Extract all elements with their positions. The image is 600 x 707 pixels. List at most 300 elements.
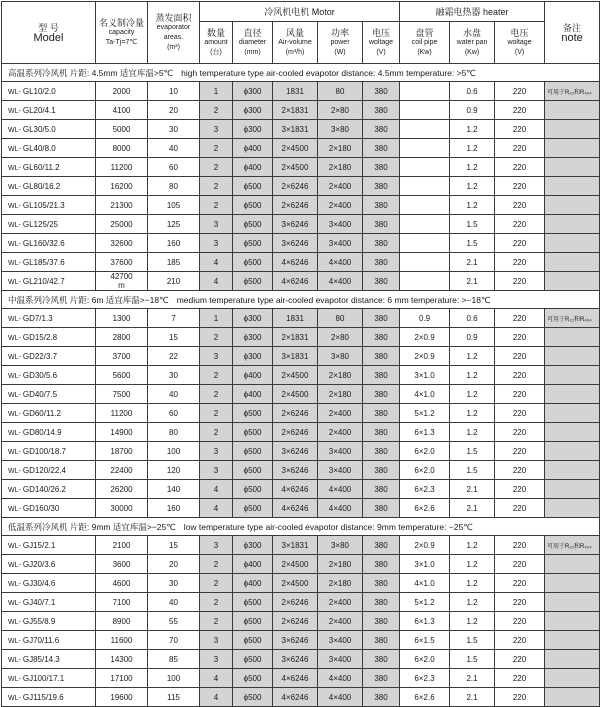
diameter-value: 300 <box>248 105 262 115</box>
model-code: GD40/7.5 <box>22 389 58 399</box>
motor-voltage-cell: 380 <box>363 158 400 177</box>
capacity-cell: 37600 <box>96 253 148 272</box>
motor-voltage-cell: 380 <box>363 669 400 688</box>
note-cell: 可用于R₂₂和R₄₀₄ <box>545 536 600 555</box>
header-amount-cn: 数量 <box>206 27 225 38</box>
capacity-cell: 26200 <box>96 480 148 499</box>
diameter-symbol: ϕ <box>243 616 249 626</box>
diameter-cell <box>233 480 273 499</box>
motor-voltage-cell: 380 <box>363 555 400 574</box>
diameter-cell <box>233 139 273 158</box>
power-cell: 4×400 <box>318 480 363 499</box>
waterpan-cell: 1.2 <box>450 385 495 404</box>
diameter-symbol: ϕ <box>243 332 249 342</box>
table-header <box>2 2 600 64</box>
capacity-cell: 16200 <box>96 177 148 196</box>
coil-cell <box>400 234 450 253</box>
motor-voltage-cell: 380 <box>363 688 400 707</box>
model-prefix: WL- <box>8 656 21 664</box>
amount-cell: 2 <box>200 177 233 196</box>
table-row <box>2 574 600 593</box>
model-prefix: WL- <box>8 202 21 210</box>
airvolume-cell: 4×6246 <box>273 480 318 499</box>
table-row <box>2 177 600 196</box>
model-cell <box>2 612 96 631</box>
table-row <box>2 253 600 272</box>
capacity-cell: 14300 <box>96 650 148 669</box>
diameter-symbol: ϕ <box>243 389 249 399</box>
model-prefix: WL- <box>8 505 21 513</box>
diameter-cell <box>233 196 273 215</box>
power-cell: 2×400 <box>318 196 363 215</box>
amount-cell: 2 <box>200 366 233 385</box>
diameter-value: 300 <box>248 313 262 323</box>
heater-voltage-cell: 220 <box>495 461 545 480</box>
coil-cell: 3×1.0 <box>400 555 450 574</box>
motor-voltage-cell: 380 <box>363 366 400 385</box>
table-row <box>2 423 600 442</box>
section-title-cn: 中温系列冷风机 片距: 6m 适宜库温>−18℃ <box>8 294 169 305</box>
amount-cell: 4 <box>200 499 233 518</box>
capacity-cell: 8000 <box>96 139 148 158</box>
table-row <box>2 234 600 253</box>
coil-cell <box>400 120 450 139</box>
waterpan-cell: 0.6 <box>450 82 495 101</box>
header-power-cn: 功率 <box>330 27 349 38</box>
table-row <box>2 328 600 347</box>
area-cell: 40 <box>148 139 200 158</box>
table-row <box>2 347 600 366</box>
model-code: GJ85/14.3 <box>22 654 60 664</box>
motor-voltage-cell: 380 <box>363 272 400 291</box>
model-code: GL30/5.0 <box>22 124 56 134</box>
diameter-cell <box>233 631 273 650</box>
model-prefix: WL- <box>8 637 21 645</box>
area-cell: 140 <box>148 480 200 499</box>
note-cell <box>545 177 600 196</box>
motor-voltage-cell: 380 <box>363 82 400 101</box>
section-title-en: high temperature type air-cooled evapotor distance: 4.5mm temperature: >5℃ <box>181 67 476 78</box>
motor-voltage-cell: 380 <box>363 101 400 120</box>
motor-voltage-cell: 380 <box>363 574 400 593</box>
capacity-cell: 11600 <box>96 631 148 650</box>
heater-voltage-cell: 220 <box>495 555 545 574</box>
model-prefix: WL- <box>8 107 21 115</box>
diameter-cell <box>233 366 273 385</box>
airvolume-cell: 2×6246 <box>273 196 318 215</box>
note-cell <box>545 631 600 650</box>
header-waterpan-unit: (Kw) <box>464 48 480 56</box>
diameter-symbol: ϕ <box>243 673 249 683</box>
model-prefix: WL- <box>8 542 21 550</box>
waterpan-cell: 1.2 <box>450 347 495 366</box>
heater-voltage-cell: 220 <box>495 669 545 688</box>
airvolume-cell: 4×6246 <box>273 499 318 518</box>
header-area-en1: evaporator <box>156 23 191 31</box>
header-airvolume-cn: 风量 <box>285 27 304 38</box>
motor-voltage-cell: 380 <box>363 461 400 480</box>
model-cell <box>2 423 96 442</box>
diameter-symbol: ϕ <box>243 181 249 191</box>
capacity-cell: 22400 <box>96 461 148 480</box>
model-prefix: WL- <box>8 391 21 399</box>
note-cell <box>545 196 600 215</box>
airvolume-cell: 3×6246 <box>273 631 318 650</box>
diameter-cell <box>233 272 273 291</box>
capacity-cell: 21300 <box>96 196 148 215</box>
capacity-cell: 5000 <box>96 120 148 139</box>
table-row <box>2 688 600 707</box>
diameter-value: 300 <box>248 332 262 342</box>
note-cell <box>545 366 600 385</box>
waterpan-cell: 2.1 <box>450 499 495 518</box>
area-cell: 30 <box>148 574 200 593</box>
note-cell <box>545 139 600 158</box>
heater-voltage-cell: 220 <box>495 423 545 442</box>
model-prefix: WL- <box>8 618 21 626</box>
area-cell: 115 <box>148 688 200 707</box>
capacity-cell: 3600 <box>96 555 148 574</box>
capacity-cell: 7500 <box>96 385 148 404</box>
model-cell <box>2 347 96 366</box>
motor-voltage-cell: 380 <box>363 177 400 196</box>
diameter-value: 500 <box>248 446 262 456</box>
area-cell: 40 <box>148 385 200 404</box>
model-cell <box>2 480 96 499</box>
model-prefix: WL- <box>8 675 21 683</box>
power-cell: 2×180 <box>318 139 363 158</box>
diameter-value: 500 <box>248 616 262 626</box>
airvolume-cell: 1831 <box>273 309 318 328</box>
model-code: GJ100/17.1 <box>22 673 65 683</box>
area-cell: 55 <box>148 612 200 631</box>
heater-voltage-cell: 220 <box>495 120 545 139</box>
header-motor-voltage-cn: 电压 <box>372 27 391 38</box>
header-coil-unit: (Kw) <box>417 48 432 56</box>
heater-voltage-cell: 220 <box>495 82 545 101</box>
model-code: GD22/3.7 <box>22 351 58 361</box>
coil-cell <box>400 272 450 291</box>
waterpan-cell: 1.5 <box>450 215 495 234</box>
capacity-cell: 4100 <box>96 101 148 120</box>
motor-voltage-cell: 380 <box>363 423 400 442</box>
header-heater-voltage-unit: (V) <box>514 48 525 56</box>
note-cell <box>545 101 600 120</box>
table-row <box>2 480 600 499</box>
waterpan-cell: 1.5 <box>450 461 495 480</box>
model-prefix: WL- <box>8 448 21 456</box>
header-note <box>545 2 600 64</box>
motor-voltage-cell: 380 <box>363 404 400 423</box>
motor-voltage-cell: 380 <box>363 631 400 650</box>
heater-voltage-cell: 220 <box>495 139 545 158</box>
waterpan-cell: 1.2 <box>450 536 495 555</box>
power-cell: 2×400 <box>318 404 363 423</box>
amount-cell: 2 <box>200 101 233 120</box>
table-row <box>2 385 600 404</box>
heater-voltage-cell: 220 <box>495 215 545 234</box>
heater-voltage-cell: 220 <box>495 196 545 215</box>
diameter-symbol: ϕ <box>243 465 249 475</box>
power-cell: 3×400 <box>318 461 363 480</box>
amount-cell: 2 <box>200 612 233 631</box>
model-code: GL185/37.6 <box>22 257 65 267</box>
motor-voltage-cell: 380 <box>363 480 400 499</box>
diameter-symbol: ϕ <box>243 597 249 607</box>
coil-cell: 6×2.6 <box>400 499 450 518</box>
note-cell <box>545 215 600 234</box>
header-motor-voltage <box>363 22 400 64</box>
power-cell: 2×80 <box>318 101 363 120</box>
diameter-value: 300 <box>248 124 262 134</box>
diameter-symbol: ϕ <box>243 370 249 380</box>
airvolume-cell: 3×1831 <box>273 120 318 139</box>
heater-voltage-cell: 220 <box>495 272 545 291</box>
model-code: GD60/11.2 <box>22 408 61 418</box>
diameter-cell <box>233 120 273 139</box>
motor-voltage-cell: 380 <box>363 593 400 612</box>
waterpan-cell: 1.2 <box>450 158 495 177</box>
amount-cell: 2 <box>200 158 233 177</box>
airvolume-cell: 4×6246 <box>273 253 318 272</box>
power-cell: 3×80 <box>318 536 363 555</box>
heater-voltage-cell: 220 <box>495 499 545 518</box>
model-prefix: WL- <box>8 278 21 286</box>
motor-voltage-cell: 380 <box>363 536 400 555</box>
power-cell: 2×80 <box>318 328 363 347</box>
section-title-en: medium temperature type air-cooled evapotor distance: 6 mm temperature: >−18℃ <box>176 294 491 305</box>
diameter-value: 400 <box>248 143 262 153</box>
model-prefix: WL- <box>8 429 21 437</box>
airvolume-cell: 3×6246 <box>273 650 318 669</box>
model-cell <box>2 139 96 158</box>
heater-voltage-cell: 220 <box>495 328 545 347</box>
model-cell <box>2 253 96 272</box>
diameter-cell <box>233 82 273 101</box>
note-cell: 可用于R₂₂和R₄₀₄ <box>545 309 600 328</box>
model-prefix: WL- <box>8 353 21 361</box>
area-cell: 20 <box>148 555 200 574</box>
note-cell <box>545 328 600 347</box>
note-cell <box>545 234 600 253</box>
airvolume-cell: 2×4500 <box>273 574 318 593</box>
motor-voltage-cell: 380 <box>363 650 400 669</box>
amount-cell: 4 <box>200 688 233 707</box>
header-amount-en: amount <box>204 38 228 46</box>
diameter-symbol: ϕ <box>243 654 249 664</box>
model-cell <box>2 499 96 518</box>
waterpan-cell: 0.9 <box>450 101 495 120</box>
waterpan-cell: 1.5 <box>450 442 495 461</box>
section-title-cn: 低温系列冷风机 片距: 9mm 适宜库温>−25℃ <box>8 521 176 532</box>
airvolume-cell: 4×6246 <box>273 669 318 688</box>
motor-voltage-cell: 380 <box>363 499 400 518</box>
airvolume-cell: 2×6246 <box>273 404 318 423</box>
table-row <box>2 82 600 101</box>
diameter-symbol: ϕ <box>243 313 249 323</box>
model-cell <box>2 101 96 120</box>
capacity-cell: 2100 <box>96 536 148 555</box>
model-code: GD30/5.6 <box>22 370 58 380</box>
header-motor-voltage-unit: (V) <box>376 48 386 56</box>
diameter-symbol: ϕ <box>243 578 249 588</box>
diameter-cell <box>233 461 273 480</box>
model-code: GL80/16.2 <box>22 181 61 191</box>
model-prefix: WL- <box>8 561 21 569</box>
diameter-cell <box>233 328 273 347</box>
table-row <box>2 593 600 612</box>
note-cell <box>545 555 600 574</box>
waterpan-cell: 1.5 <box>450 234 495 253</box>
model-code: GD15/2.8 <box>22 332 58 342</box>
header-diameter-cn: 直径 <box>243 27 262 38</box>
airvolume-cell: 3×6246 <box>273 442 318 461</box>
coil-cell: 6×2.0 <box>400 442 450 461</box>
section-header-row <box>2 518 600 536</box>
amount-cell: 2 <box>200 385 233 404</box>
amount-cell: 2 <box>200 328 233 347</box>
model-prefix: WL- <box>8 145 21 153</box>
model-prefix: WL- <box>8 410 21 418</box>
airvolume-cell: 4×6246 <box>273 688 318 707</box>
heater-voltage-cell: 220 <box>495 593 545 612</box>
diameter-value: 500 <box>248 597 262 607</box>
model-code: GL210/42.7 <box>22 276 65 286</box>
model-cell <box>2 461 96 480</box>
table-row <box>2 158 600 177</box>
model-code: GD140/26.2 <box>22 484 66 494</box>
waterpan-cell: 2.1 <box>450 480 495 499</box>
amount-cell: 3 <box>200 442 233 461</box>
capacity-cell: 1300 <box>96 309 148 328</box>
note-cell <box>545 158 600 177</box>
coil-cell <box>400 196 450 215</box>
note-cell <box>545 480 600 499</box>
model-code: GL20/4.1 <box>22 105 56 115</box>
header-amount <box>200 22 233 64</box>
model-code: GL125/25 <box>22 219 58 229</box>
motor-voltage-cell: 380 <box>363 234 400 253</box>
airvolume-cell: 2×4500 <box>273 158 318 177</box>
table-row <box>2 309 600 328</box>
table-row <box>2 366 600 385</box>
diameter-symbol: ϕ <box>243 559 249 569</box>
amount-cell: 1 <box>200 309 233 328</box>
area-cell: 85 <box>148 650 200 669</box>
amount-cell: 3 <box>200 536 233 555</box>
area-cell: 125 <box>148 215 200 234</box>
diameter-cell <box>233 650 273 669</box>
model-prefix: WL- <box>8 315 21 323</box>
motor-voltage-cell: 380 <box>363 253 400 272</box>
diameter-value: 400 <box>248 162 262 172</box>
coil-cell: 5×1.2 <box>400 404 450 423</box>
airvolume-cell: 3×6246 <box>273 234 318 253</box>
model-cell <box>2 404 96 423</box>
diameter-symbol: ϕ <box>243 540 249 550</box>
model-code: GJ55/8.9 <box>22 616 56 626</box>
area-cell: 7 <box>148 309 200 328</box>
heater-voltage-cell: 220 <box>495 480 545 499</box>
note-cell <box>545 593 600 612</box>
diameter-value: 500 <box>248 276 262 286</box>
airvolume-cell: 3×6246 <box>273 461 318 480</box>
airvolume-cell: 2×6246 <box>273 612 318 631</box>
capacity-cell: 30000 <box>96 499 148 518</box>
diameter-cell <box>233 215 273 234</box>
section-title-cn: 高温系列冷风机 片距: 4.5mm 适宜库温>5℃ <box>8 67 174 78</box>
area-cell: 105 <box>148 196 200 215</box>
motor-voltage-cell: 380 <box>363 120 400 139</box>
diameter-cell <box>233 555 273 574</box>
table-row <box>2 404 600 423</box>
waterpan-cell: 2.1 <box>450 272 495 291</box>
diameter-cell <box>233 253 273 272</box>
waterpan-cell: 0.6 <box>450 309 495 328</box>
note-cell <box>545 385 600 404</box>
airvolume-cell: 2×6246 <box>273 423 318 442</box>
capacity-cell: 14900 <box>96 423 148 442</box>
table-row <box>2 101 600 120</box>
header-power-unit: (W) <box>334 48 346 56</box>
capacity-cell: 4600 <box>96 574 148 593</box>
heater-voltage-cell: 220 <box>495 385 545 404</box>
diameter-value: 500 <box>248 692 262 702</box>
model-cell <box>2 669 96 688</box>
capacity-cell: 7100 <box>96 593 148 612</box>
heater-voltage-cell: 220 <box>495 234 545 253</box>
coil-cell: 2×0.9 <box>400 347 450 366</box>
coil-cell: 6×2.3 <box>400 480 450 499</box>
diameter-symbol: ϕ <box>243 446 249 456</box>
header-area-cn: 蒸发面积 <box>155 12 192 23</box>
diameter-cell <box>233 688 273 707</box>
area-cell: 80 <box>148 177 200 196</box>
coil-cell: 2×0.9 <box>400 536 450 555</box>
model-code: GD160/30 <box>22 503 60 513</box>
airvolume-cell: 4×6246 <box>273 272 318 291</box>
diameter-value: 500 <box>248 465 262 475</box>
power-cell: 4×400 <box>318 272 363 291</box>
waterpan-cell: 1.5 <box>450 631 495 650</box>
motor-voltage-cell: 380 <box>363 347 400 366</box>
header-note-en: note <box>561 31 583 44</box>
section-title-en: low temperature type air-cooled evapotor distance: 9mm temperature: −25℃ <box>183 521 473 532</box>
waterpan-cell: 2.1 <box>450 688 495 707</box>
table-row <box>2 442 600 461</box>
diameter-cell <box>233 309 273 328</box>
diameter-symbol: ϕ <box>243 692 249 702</box>
area-cell: 20 <box>148 101 200 120</box>
header-airvolume-unit: (m³/h) <box>285 48 305 56</box>
model-cell <box>2 309 96 328</box>
waterpan-cell: 2.1 <box>450 253 495 272</box>
header-heater-voltage-en: woltage <box>507 38 532 46</box>
header-amount-unit: (台) <box>210 48 222 56</box>
model-cell <box>2 158 96 177</box>
airvolume-cell: 2×1831 <box>273 101 318 120</box>
area-cell: 60 <box>148 158 200 177</box>
area-cell: 22 <box>148 347 200 366</box>
power-cell: 3×400 <box>318 215 363 234</box>
diameter-symbol: ϕ <box>243 105 249 115</box>
table-row <box>2 139 600 158</box>
capacity-cell: 19600 <box>96 688 148 707</box>
waterpan-cell: 1.2 <box>450 612 495 631</box>
table-row <box>2 536 600 555</box>
model-cell <box>2 196 96 215</box>
capacity-cell: 11200 <box>96 158 148 177</box>
